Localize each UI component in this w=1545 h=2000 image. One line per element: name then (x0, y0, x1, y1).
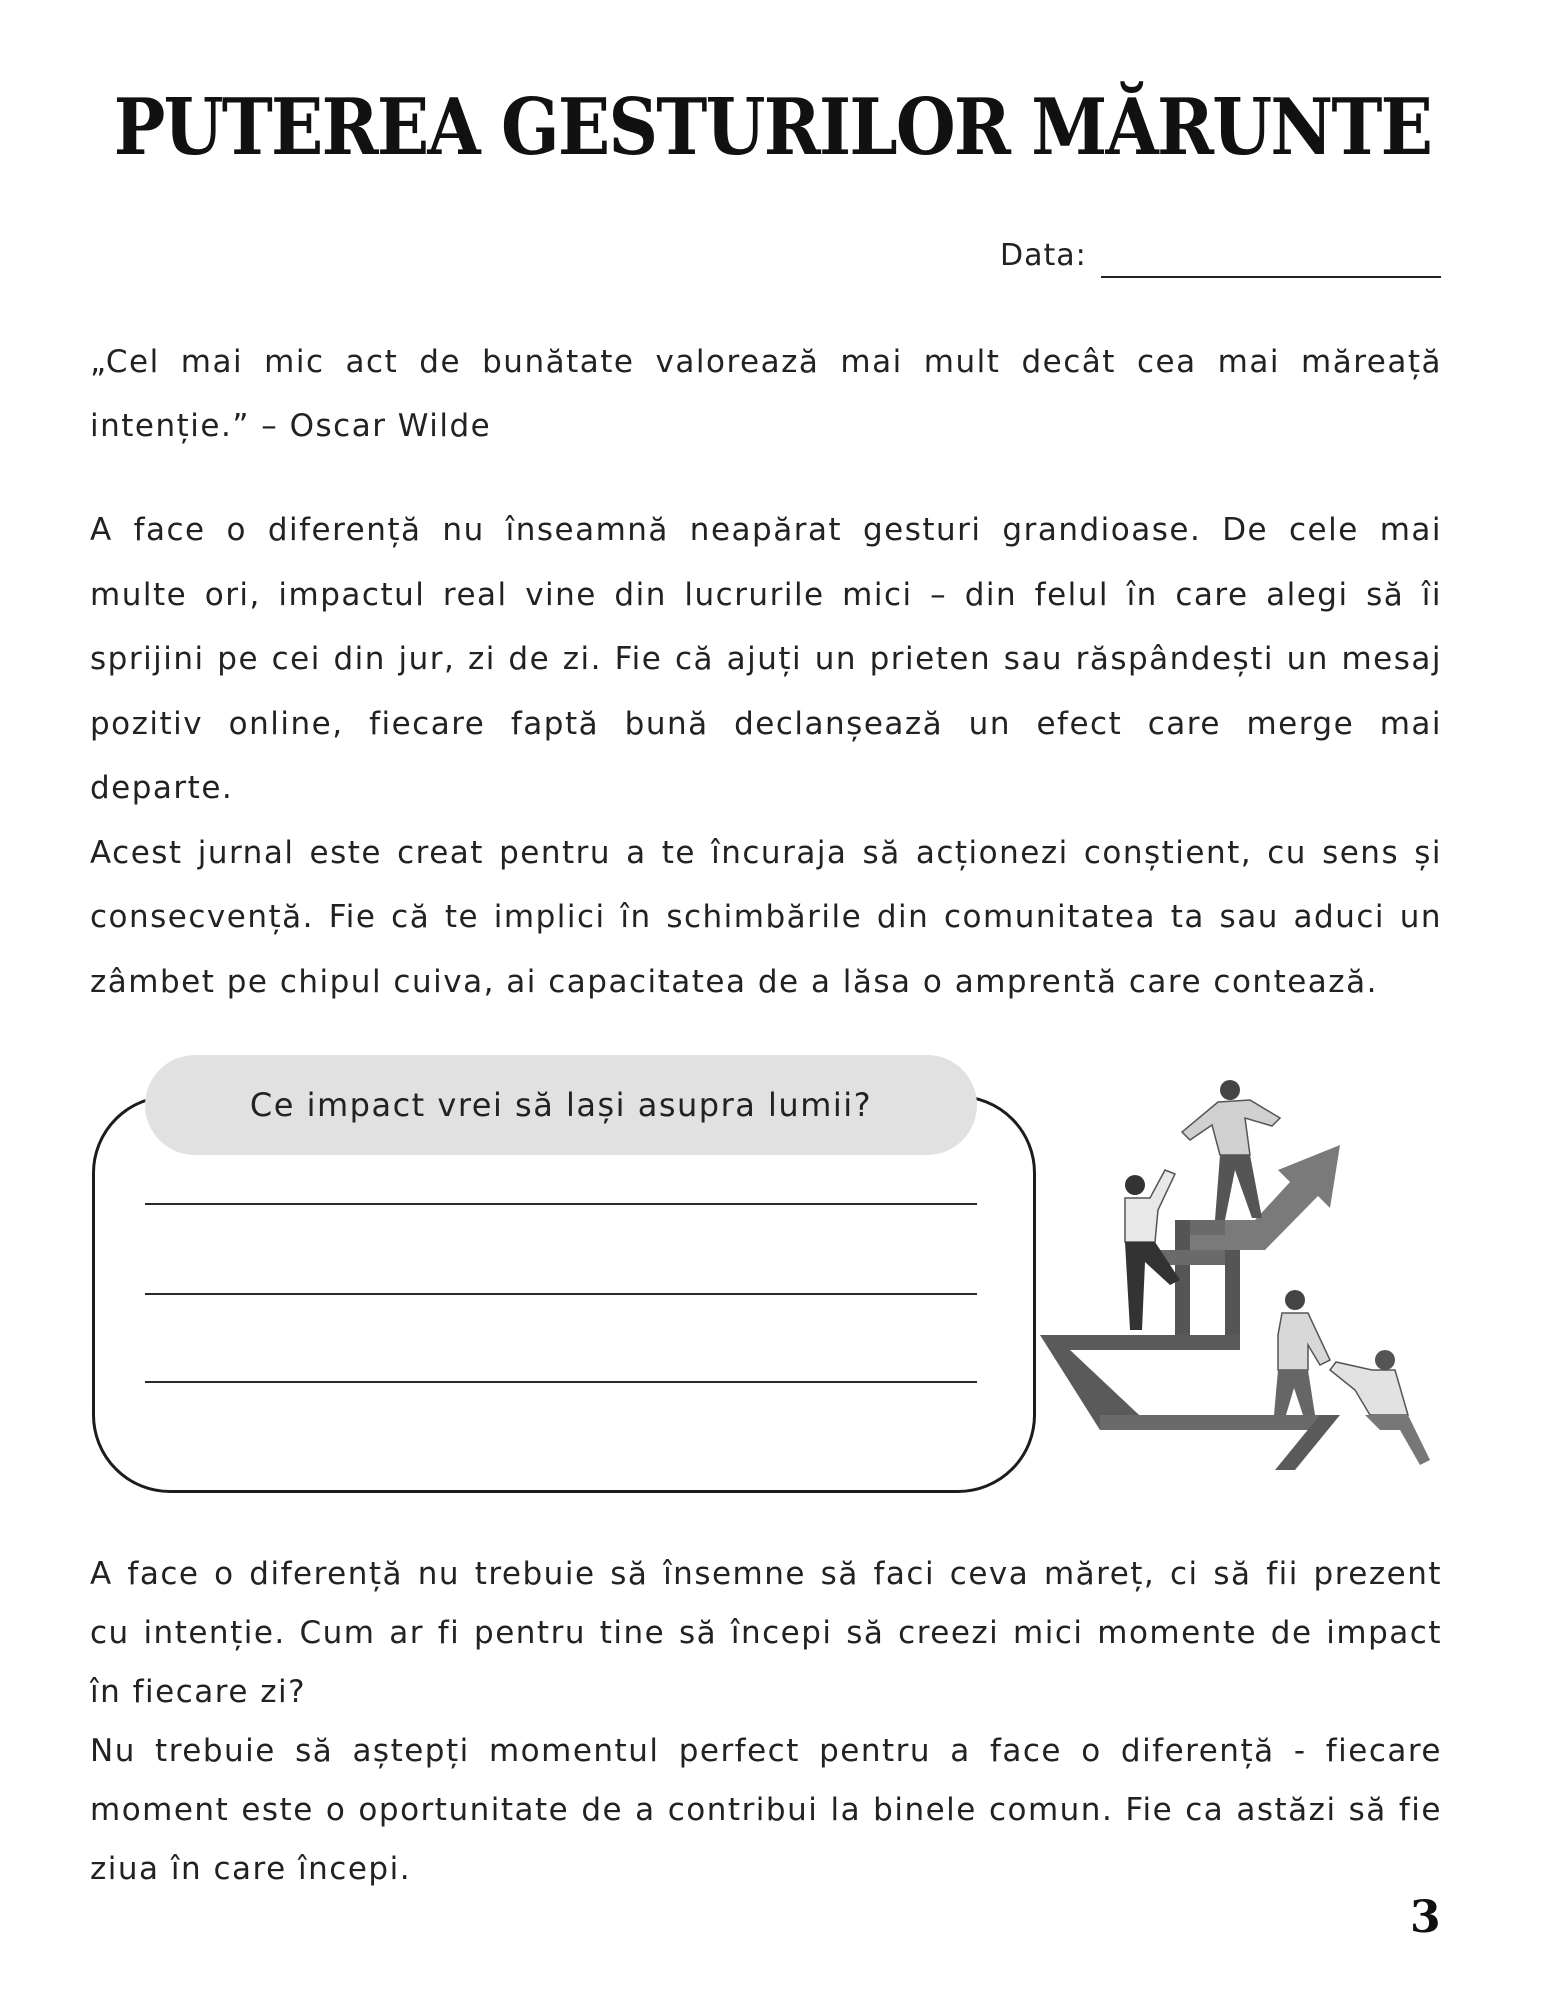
intro-text (90, 498, 1442, 1014)
intro-paragraph-1: A face o diferență nu înseamnă neapărat gesturi grandioase. De cele mai multe ori, impactul real vine din lucrurile mici – din felul în care alegi să îi sprijini pe cei din jur, zi de zi. Fie că ajuți un prieten sau răspândești un mesaj pozitiv online, fiecare faptă bună declanșează un efect care merge mai departe. (90, 512, 1442, 806)
quote-text: „Cel mai mic act de bunătate valorează mai mult decât cea mai măreață intenție.” – Oscar Wilde (90, 344, 1442, 444)
page-number: 3 (1410, 1892, 1441, 1943)
closing-paragraph-1: A face o diferență nu trebuie să însemne să faci ceva măreț, ci să fii prezent cu intenție. Cum ar fi pentru tine să începi să creezi mici momente de impact în fiecare zi? (90, 1556, 1442, 1710)
answer-line[interactable] (145, 1203, 977, 1205)
teamwork-stairs-illustration (1040, 1070, 1460, 1490)
closing-paragraph-2: Nu trebuie să aștepți momentul perfect pentru a face o diferență - fiecare moment este o oportunitate de a contribui la binele comun. Fie ca astăzi să fie ziua în care începi. (90, 1733, 1442, 1887)
page-title: PUTEREA GESTURILOR MĂRUNTE (113, 82, 1432, 173)
answer-line[interactable] (145, 1293, 977, 1295)
intro-paragraph-2: Acest jurnal este creat pentru a te încuraja să acționezi conștient, cu sens și consecvență. Fie că te implici în schimbările din comunitatea ta sau aduci un zâmbet pe chipul cuiva, ai capacitatea de a lăsa o amprentă care contează. (90, 834, 1442, 1000)
closing-text (90, 1545, 1442, 1899)
prompt-question: Ce impact vrei să lași asupra lumii? (145, 1055, 977, 1155)
answer-line[interactable] (145, 1381, 977, 1383)
date-input-line[interactable] (1101, 276, 1441, 278)
date-label: Data: (1000, 238, 1087, 273)
